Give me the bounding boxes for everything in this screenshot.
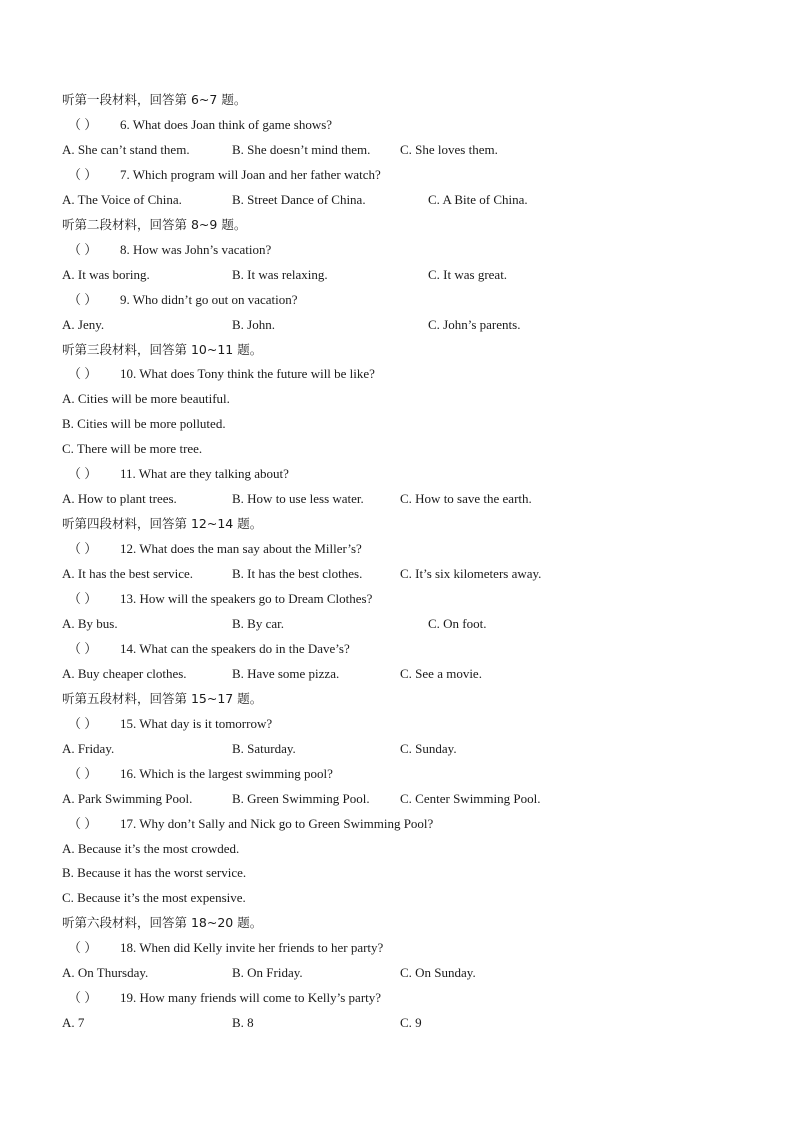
question-text: 17. Why don’t Sally and Nick go to Green Swimming Pool? xyxy=(120,815,434,831)
question-text: 10. What does Tony think the future will be like? xyxy=(120,366,375,382)
question-text: 12. What does the man say about the Miller’s? xyxy=(120,541,362,557)
question-stem xyxy=(68,811,433,836)
answer-blank[interactable]: （ ） xyxy=(68,765,98,781)
answer-blank[interactable]: （ ） xyxy=(68,715,98,731)
answer-option: C. There will be more tree. xyxy=(62,441,203,457)
question-stem xyxy=(68,711,272,736)
answer-option[interactable]: A. On Thursday. xyxy=(62,965,149,981)
answer-option[interactable]: A. The Voice of China. xyxy=(62,191,182,207)
answer-option: C. Because it’s the most expensive. xyxy=(62,890,246,906)
question-stem xyxy=(68,461,289,486)
answer-option[interactable]: C. It was great. xyxy=(428,266,508,282)
answer-blank[interactable]: （ ） xyxy=(68,541,98,557)
answer-option[interactable]: A. It was boring. xyxy=(62,266,150,282)
question-stem xyxy=(68,287,298,312)
answer-option[interactable]: C. Sunday. xyxy=(400,740,457,756)
answer-option[interactable]: C. On foot. xyxy=(428,615,487,631)
question-stem xyxy=(68,536,362,561)
question-text: 7. Which program will Joan and her father watch? xyxy=(120,166,381,182)
answer-option: A. Cities will be more beautiful. xyxy=(62,391,230,407)
question-stem xyxy=(68,935,383,960)
question-text: 16. Which is the largest swimming pool? xyxy=(120,765,333,781)
answer-blank[interactable]: （ ） xyxy=(68,116,98,132)
question-text: 19. How many friends will come to Kelly’s party? xyxy=(120,990,382,1006)
answer-option[interactable]: A. 7 xyxy=(62,1015,85,1031)
answer-blank[interactable]: （ ） xyxy=(68,591,98,606)
answer-option[interactable]: A. Park Swimming Pool. xyxy=(62,790,193,806)
answer-blank[interactable]: （ ） xyxy=(68,640,98,656)
answer-option[interactable]: C. On Sunday. xyxy=(400,965,476,981)
answer-blank[interactable]: （ ） xyxy=(68,291,98,307)
answer-option[interactable]: B. Green Swimming Pool. xyxy=(232,790,370,806)
question-text: 9. Who didn’t go out on vacation? xyxy=(120,291,298,307)
question-stem xyxy=(68,162,381,187)
section-heading: 听第二段材料，回答第 8~9 题。 xyxy=(62,216,247,232)
answer-blank[interactable]: （ ） xyxy=(68,366,98,382)
question-text: 8. How was John’s vacation? xyxy=(120,241,272,257)
section-heading: 听第一段材料，回答第 6~7 题。 xyxy=(62,92,247,107)
answer-blank[interactable]: （ ） xyxy=(68,466,98,482)
question-text: 13. How will the speakers go to Dream Clothes? xyxy=(120,591,373,606)
section-heading: 听第六段材料，回答第 18~20 题。 xyxy=(62,915,263,931)
answer-option[interactable]: C. Center Swimming Pool. xyxy=(400,790,541,806)
question-stem xyxy=(68,761,333,786)
question-stem xyxy=(68,636,350,661)
answer-option[interactable]: A. Friday. xyxy=(62,740,115,756)
answer-option: B. Because it has the worst service. xyxy=(62,865,247,881)
answer-option[interactable]: B. Have some pizza. xyxy=(232,665,340,681)
question-text: 6. What does Joan think of game shows? xyxy=(120,116,333,132)
answer-option[interactable]: C. A Bite of China. xyxy=(428,191,528,207)
answer-option[interactable]: B. She doesn’t mind them. xyxy=(232,141,371,157)
answer-blank[interactable]: （ ） xyxy=(68,241,98,257)
answer-option[interactable]: B. It has the best clothes. xyxy=(232,566,363,582)
answer-option[interactable]: A. She can’t stand them. xyxy=(62,141,190,157)
answer-option[interactable]: C. See a movie. xyxy=(400,665,482,681)
question-stem xyxy=(68,586,372,611)
answer-option[interactable]: C. It’s six kilometers away. xyxy=(400,566,542,582)
answer-option[interactable]: A. Jeny. xyxy=(62,316,105,332)
answer-option[interactable]: B. On Friday. xyxy=(232,965,303,981)
answer-option[interactable]: B. Saturday. xyxy=(232,740,296,756)
answer-option[interactable]: B. How to use less water. xyxy=(232,491,364,507)
answer-option[interactable]: B. By car. xyxy=(232,615,284,631)
section-heading: 听第四段材料，回答第 12~14 题。 xyxy=(62,516,263,532)
answer-blank[interactable]: （ ） xyxy=(68,815,98,831)
question-stem xyxy=(68,237,271,262)
section-heading: 听第五段材料，回答第 15~17 题。 xyxy=(62,690,263,706)
answer-option[interactable]: C. John’s parents. xyxy=(428,316,521,332)
answer-blank[interactable]: （ ） xyxy=(68,990,98,1006)
question-text: 18. When did Kelly invite her friends to her party? xyxy=(120,940,384,956)
question-text: 11. What are they talking about? xyxy=(120,466,289,482)
question-stem xyxy=(68,985,381,1010)
answer-option[interactable]: A. By bus. xyxy=(62,615,118,631)
question-text: 14. What can the speakers do in the Dave’s? xyxy=(120,640,350,656)
answer-option[interactable]: C. She loves them. xyxy=(400,141,498,157)
answer-blank[interactable]: （ ） xyxy=(68,940,98,956)
section-heading: 听第三段材料，回答第 10~11 题。 xyxy=(62,341,263,357)
answer-option[interactable]: C. 9 xyxy=(400,1015,422,1031)
answer-option[interactable]: B. John. xyxy=(232,316,275,332)
answer-option[interactable]: B. It was relaxing. xyxy=(232,266,328,282)
question-text: 15. What day is it tomorrow? xyxy=(120,715,273,731)
answer-option[interactable]: A. Buy cheaper clothes. xyxy=(62,665,187,681)
answer-option: A. Because it’s the most crowded. xyxy=(62,840,240,856)
answer-option[interactable]: A. How to plant trees. xyxy=(62,491,177,507)
answer-option: B. Cities will be more polluted. xyxy=(62,416,226,432)
answer-option[interactable]: A. It has the best service. xyxy=(62,566,194,582)
answer-option[interactable]: B. Street Dance of China. xyxy=(232,191,366,207)
question-stem xyxy=(68,112,332,137)
answer-blank[interactable]: （ ） xyxy=(68,166,98,182)
question-stem xyxy=(68,361,375,386)
answer-option[interactable]: B. 8 xyxy=(232,1015,254,1031)
answer-option[interactable]: C. How to save the earth. xyxy=(400,491,532,507)
